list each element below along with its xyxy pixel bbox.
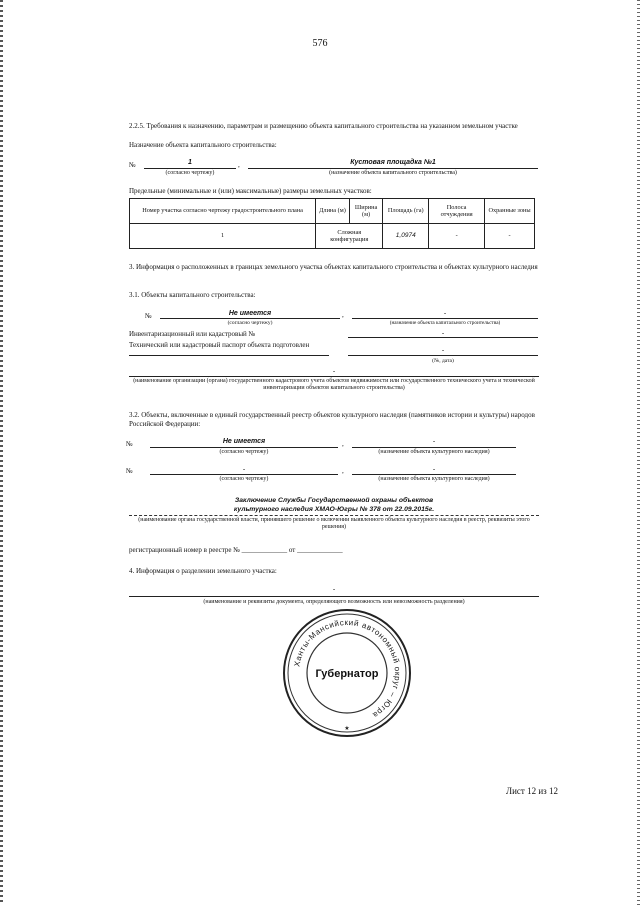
registry-text: регистрационный номер в реестре № _____________ от _____________ (129, 546, 343, 554)
section-4-title: 4. Информация о разделении земельного участка: (129, 567, 277, 575)
inventory-label: Инвентаризационный или кадастровый № (129, 330, 256, 338)
seal-center-text: Губернатор (315, 668, 379, 680)
purpose-label: Назначение объекта капитального строительства: (129, 141, 277, 149)
section-3-title: 3. Информация о расположенных в границах земельного участка объектах капитального строительства и объектах культурного наследия (129, 263, 538, 271)
per-drawing-caption: (согласно чертежу) (219, 476, 269, 482)
table-header: Ширина (м) (349, 199, 383, 224)
table-header: Длина (м) (316, 199, 350, 224)
table-header: Площадь (га) (383, 199, 429, 224)
table-cell: - (485, 224, 535, 249)
section-225-title: 2.2.5. Требования к назначению, параметрам и размещению объекта капитального строительства на указанном земельном участке (129, 122, 518, 130)
heritage-caption: (назначение объекта культурного наследия) (378, 476, 490, 482)
no-label: № (126, 440, 133, 448)
dash-value: - (242, 465, 246, 473)
name-line (248, 168, 538, 169)
land-plot-table (129, 198, 535, 249)
no-label: № (126, 467, 133, 475)
table-header: Охранные зоны (485, 199, 535, 224)
table-header: Номер участка согласно чертежу градостроительного плана (130, 199, 316, 224)
section-31-title: 3.1. Объекты капитального строительства: (129, 291, 256, 299)
per-drawing-caption: (согласно чертежу) (219, 449, 269, 455)
heritage-purpose-line-2 (352, 474, 516, 475)
object-name-value: Кустовая площадка №1 (350, 159, 436, 166)
object-line (160, 318, 340, 319)
not-available-31: Не имеется (228, 310, 272, 317)
no-label: № (129, 161, 136, 169)
doc-caption: (наименование и реквизиты документа, определяющего возможность или невозможность разделения) (203, 599, 465, 605)
inventory-value: - (441, 329, 445, 337)
table-header: Полоса отчуждения (429, 199, 485, 224)
passport-line (348, 355, 538, 356)
limits-caption: Предельные (минимальные и (или) максимальные) размеры земельных участков: (129, 187, 372, 195)
org-line (129, 376, 539, 377)
conclusion-line (129, 515, 539, 516)
table-cell: 1,0974 (383, 224, 429, 249)
table-cell: - (429, 224, 485, 249)
number-caption: (согласно чертежу) (165, 170, 215, 176)
svg-text:★: ★ (344, 726, 350, 732)
dash-value: - (443, 309, 447, 317)
table-cell: 1 (130, 224, 316, 249)
comma: , (238, 161, 240, 169)
dash-value: - (432, 465, 436, 473)
name-caption: (назначение объекта капитального строительства) (329, 170, 457, 176)
no-label: № (145, 312, 152, 320)
comma: , (342, 311, 344, 319)
official-seal (280, 606, 414, 740)
conclusion-line-2: культурного наследия ХМАО-Югры № 378 от 22.09.2015г. (233, 506, 435, 513)
conclusion-line-1: Заключение Службы Государственной охраны объектов (234, 497, 434, 504)
heritage-line-2 (150, 474, 338, 475)
sheet-footer: Лист 12 из 12 (506, 786, 558, 796)
division-line (129, 596, 539, 597)
comma: , (342, 440, 344, 448)
heritage-line-1 (150, 447, 338, 448)
comma: , (342, 467, 344, 475)
object-purpose-line (352, 318, 538, 319)
passport-line-left (129, 355, 329, 356)
tech-passport-label: Технический или кадастровый паспорт объекта подготовлен (129, 341, 310, 349)
per-drawing-caption: (согласно чертежу) (227, 320, 273, 326)
passport-value: - (441, 346, 445, 354)
authority-caption: (наименование органа государственной власти, принявшего решение о включении выявленного объекта культурного наследия в реестр, реквизиты этого решения) (138, 517, 530, 530)
date-caption: (№, дата) (432, 358, 454, 364)
heritage-caption: (назначение объекта культурного наследия) (378, 449, 490, 455)
org-value: - (332, 367, 336, 375)
table-header-row (130, 199, 535, 224)
seal-ring-text: Ханты-Мансийский автономный округ – Югра (292, 617, 403, 720)
object-purpose-caption: (назначение объекта капитального строительства) (389, 320, 501, 326)
dash-value: - (432, 437, 436, 445)
org-caption: (наименование организации (органа) государственного кадастрового учета объектов недвижимости или государственного технического учета и технической инвентаризации объектов капитального строительства) (133, 378, 535, 391)
seal-star-icon (344, 725, 349, 732)
scan-edge-left (0, 0, 3, 905)
page-number: 576 (312, 38, 328, 49)
heritage-purpose-line-1 (352, 447, 516, 448)
number-line (144, 168, 236, 169)
section-32-title: 3.2. Объекты, включенные в единый государственный реестр объектов культурного наследия (памятников истории и культуры) народов Российской Федерации: (129, 411, 535, 428)
not-available-32: Не имеется (222, 438, 266, 445)
table-cell: Сложная конфигурация (316, 224, 383, 249)
number-value: 1 (188, 159, 192, 166)
table-row (130, 224, 535, 249)
dash-value: - (332, 585, 336, 593)
